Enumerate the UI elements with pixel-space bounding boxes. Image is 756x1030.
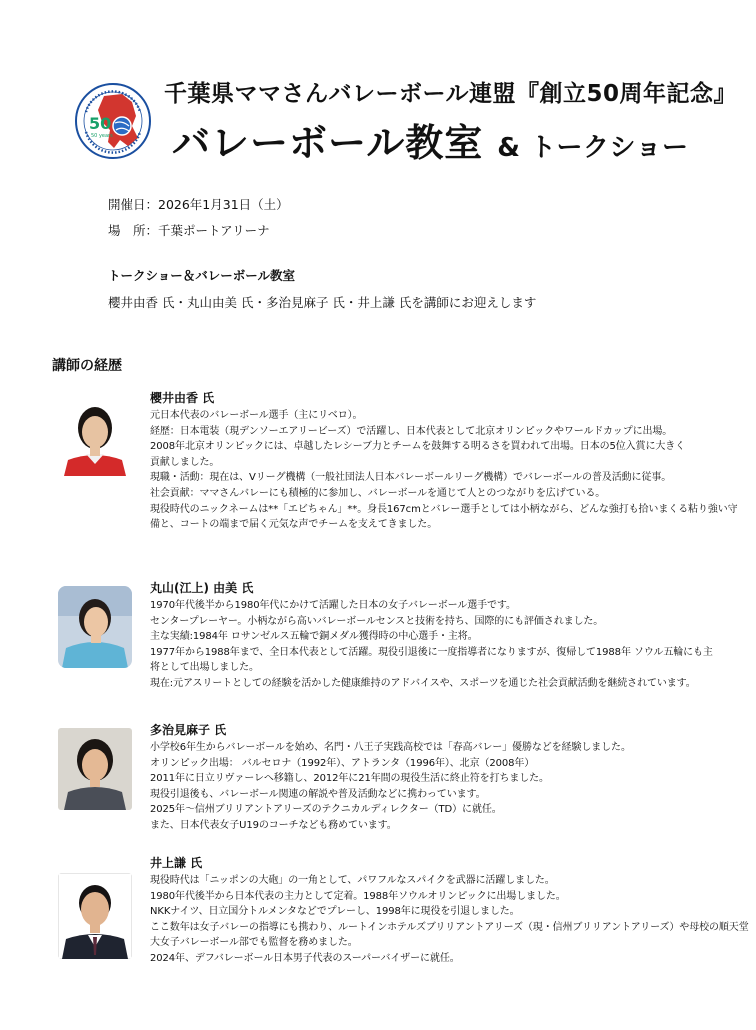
instructor-bio: [150, 390, 738, 533]
federation-logo: [74, 82, 152, 160]
instructor-bio: [150, 722, 718, 834]
instructor-bio: [150, 580, 718, 692]
instructor-photo: [58, 873, 132, 959]
event-header: [72, 70, 738, 170]
bio-line: 主な実績:1984年 ロサンゼルス五輪で銅メダル獲得時の中心選手・主将。: [150, 631, 478, 643]
bio-line: 社会貢献：ママさんバレーにも積極的に参加し、バレーボールを通じて人とのつながりを広げている。: [150, 487, 606, 499]
event-title-line2: [172, 112, 688, 167]
section-title: 講師の経歴: [52, 358, 122, 374]
bio-line: 現在:元アスリートとしての経験を活かした健康維持のアドバイスや、スポーツを通じた社会貢献活動を継続されています。: [150, 677, 696, 689]
instructor-name: 丸山(江上) 由美 氏: [150, 581, 254, 595]
instructor-photo: [58, 586, 132, 668]
bio-line: オリンピック出場： バルセロナ（1992年）、アトランタ（1996年）、北京（2008年）: [150, 757, 535, 769]
bio-line: 1980年代後半から日本代表の主力として定着。1988年ソウルオリンピックに出場しました。: [150, 890, 566, 902]
event-title-main: バレーボール教室: [172, 121, 484, 165]
bio-line: センタープレーヤー。小柄ながら高いバレーボールセンスと技術を持ち、国際的にも評価されました。: [150, 615, 604, 627]
bio-line: 2025年～信州ブリリアントアリーズのテクニカルディレクター（TD）に就任。: [150, 804, 502, 816]
bio-line: 小学校6年生からバレーボールを始め、名門・八王子実践高校では「春高バレー」優勝などを経験しました。: [150, 742, 631, 753]
event-place: 場 所：千葉ポートアリーナ: [108, 223, 270, 238]
svg-text:50: 50: [89, 114, 112, 133]
bio-line: また、日本代表女子U19のコーチなども務めています。: [150, 819, 397, 831]
bio-line: 1970年代後半から1980年代にかけて活躍した日本の女子バレーボール選手です。: [150, 600, 516, 611]
bio-line: 2008年北京オリンピックには、卓越したレシーブ力とチームを鼓舞する明るさを買われて出場。日本の5位入賞に大きく: [150, 441, 686, 453]
bio-line: 現役時代は「ニッポンの大砲」の一角として、パワフルなスパイクを武器に活躍しました。: [150, 875, 555, 886]
event-title-line1: 千葉県ママさんバレーボール連盟『創立50周年記念』: [164, 81, 738, 107]
bio-line: 備と、コートの端まで届く元気な声でチームを支えてきました。: [150, 519, 438, 531]
bio-line: ここ数年は女子バレーの指導にも携わり、ルートインホテルズブリリアントアリーズ（現・信州ブリリアントアリーズ）や母校の順天堂: [150, 921, 749, 933]
event-date: 開催日：2026年1月31日（土）: [108, 197, 289, 212]
bio-line: 貢献しました。: [150, 456, 220, 468]
instructor-bio: [150, 855, 749, 967]
instructor-name: 多治見麻子 氏: [150, 723, 227, 737]
bio-line: 現役時代のニックネームは**「エビちゃん」**。身長167cmとバレー選手としては小柄ながら、どんな強打も拾いまくる粘り強い守: [150, 503, 738, 515]
bio-line: 経歴：日本電装（現デンソーエアリービーズ）で活躍し、日本代表として北京オリンピックやワールドカップに出場。: [150, 425, 673, 437]
bio-line: 1977年から1988年まで、全日本代表として活躍。現役引退後に一度指導者になりますが、復帰して1988年 ソウル五輪にも主: [150, 646, 713, 658]
bio-line: 現職・活動：現在は、Vリーグ機構（一般社団法人日本バレーボールリーグ機構）でバレーボールの普及活動に従事。: [150, 472, 672, 484]
event-title-sub: & トークショー: [497, 133, 689, 163]
bio-line: 元日本代表のバレーボール選手（主にリベロ）。: [150, 410, 363, 421]
bio-line: 2024年、デフバレーボール日本男子代表のスーパーバイザーに就任。: [150, 952, 460, 964]
instructor-name: 井上謙 氏: [150, 856, 203, 870]
bio-line: NKKナイツ、日立国分トルメンタなどでプレーし、1998年に現役を引退しました。: [150, 906, 520, 918]
instructor-photo: [58, 728, 132, 810]
event-program-title: トークショー＆バレーボール教室: [108, 268, 296, 283]
svg-text:50 years: 50 years: [91, 133, 113, 139]
bio-line: 現役引退後も、バレーボール関連の解説や普及活動などに携わっています。: [150, 788, 486, 800]
instructor-name: 櫻井由香 氏: [150, 391, 215, 405]
instructor-photo: [58, 394, 132, 476]
bio-line: 将として出場しました。: [150, 662, 259, 674]
bio-line: 2011年に日立リヴァーレへ移籍し、2012年に21年間の現役生活に終止符を打ちました。: [150, 773, 549, 785]
event-guests: 櫻井由香 氏・丸山由美 氏・多治見麻子 氏・井上謙 氏を講師にお迎えします: [108, 295, 537, 310]
bio-line: 大女子バレーボール部でも監督を務めました。: [150, 937, 358, 949]
